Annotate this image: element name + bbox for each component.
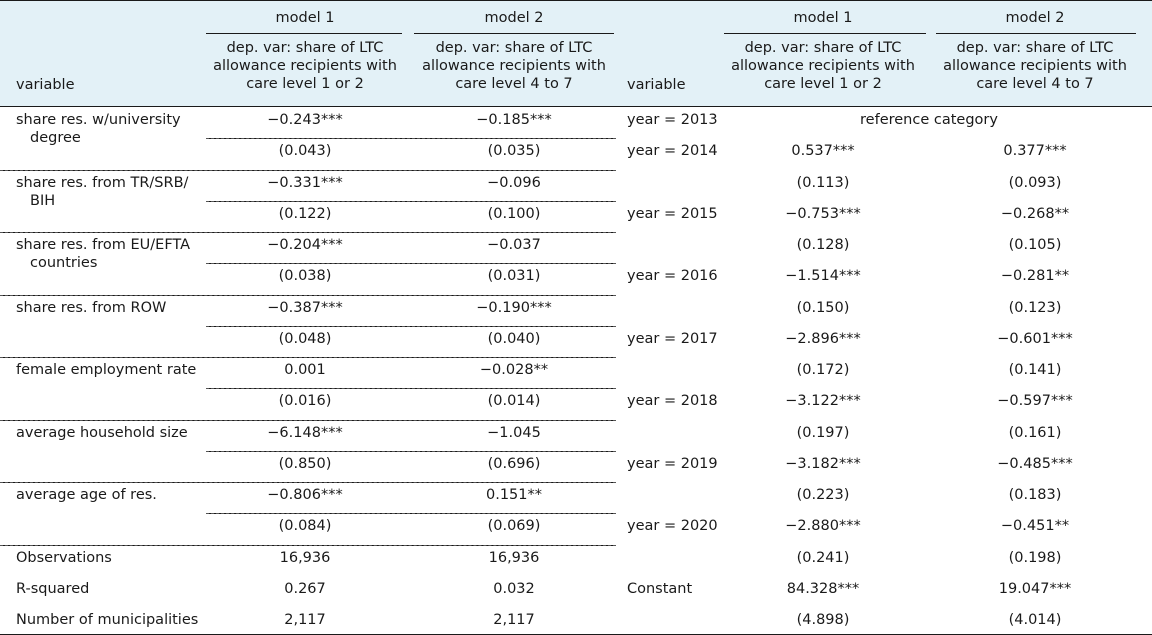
coef-model1: 84.328*** <box>786 581 860 597</box>
depvar1-line: dep. var: share of LTC <box>226 40 384 56</box>
depvar1-left <box>208 39 402 93</box>
se-model1: (0.150) <box>796 300 850 316</box>
coef-model1: 0.001 <box>284 362 326 378</box>
coef-model2: −0.268** <box>1000 206 1070 222</box>
variable-label-line: share res. w/university <box>16 112 181 128</box>
depvar1-line: allowance recipients with <box>731 58 915 74</box>
reference-category: reference category <box>860 112 998 128</box>
coef-model2: −0.485*** <box>997 456 1073 472</box>
se-model1: (0.223) <box>796 487 850 503</box>
coef-model2: −1.045 <box>487 425 541 441</box>
model1-right-label: model 1 <box>793 10 853 26</box>
variable-label-line: countries <box>30 255 98 271</box>
stat-model1: 16,936 <box>279 550 331 566</box>
se-model2: (0.014) <box>487 393 541 409</box>
row-separator <box>206 513 616 514</box>
se-model2: (0.141) <box>1008 362 1062 378</box>
depvar2-line: care level 4 to 7 <box>976 76 1094 92</box>
variable-separator <box>0 295 616 296</box>
stat-label: R-squared <box>16 581 90 597</box>
se-model1: (0.128) <box>796 237 850 253</box>
depvar2-line: allowance recipients with <box>943 58 1127 74</box>
depvar2-line: dep. var: share of LTC <box>956 40 1114 56</box>
coef-model2: −0.037 <box>487 237 541 253</box>
year-label: year = 2020 <box>627 518 718 534</box>
se-model2: (0.105) <box>1008 237 1062 253</box>
depvar2-left <box>414 39 614 93</box>
model2-left-underline <box>414 33 614 34</box>
coef-model2: −0.096 <box>487 175 541 191</box>
row-separator <box>206 326 616 327</box>
variable-separator <box>0 170 616 171</box>
variable-label-line: BIH <box>30 193 56 209</box>
se-model2: (0.123) <box>1008 300 1062 316</box>
depvar1-line: care level 1 or 2 <box>246 76 364 92</box>
se-model2: (0.198) <box>1008 550 1062 566</box>
header-bottom-rule <box>0 106 1152 107</box>
model1-left-label: model 1 <box>275 10 335 26</box>
coef-model2: −0.028** <box>479 362 549 378</box>
coef-model1: −0.806*** <box>267 487 343 503</box>
se-model1: (0.850) <box>278 456 332 472</box>
se-model1: (0.122) <box>278 206 332 222</box>
coef-model1: −0.243*** <box>267 112 343 128</box>
se-model1: (0.043) <box>278 143 332 159</box>
variable-label-line: share res. from TR/SRB/ <box>16 175 189 191</box>
table-top-rule <box>0 0 1152 1</box>
coef-model1: −0.331*** <box>267 175 343 191</box>
coef-model2: 0.377*** <box>1003 143 1067 159</box>
se-model1: (0.241) <box>796 550 850 566</box>
coef-model1: −0.753*** <box>785 206 861 222</box>
coef-model1: 0.537*** <box>791 143 855 159</box>
variable-label-line: degree <box>30 130 81 146</box>
se-model1: (0.113) <box>796 175 850 191</box>
year-2013-label: year = 2013 <box>627 112 718 128</box>
year-label: Constant <box>627 581 693 597</box>
coef-model2: −0.601*** <box>997 331 1073 347</box>
coef-model2: −0.281** <box>1000 268 1070 284</box>
coef-model1: −0.204*** <box>267 237 343 253</box>
se-model2: (0.696) <box>487 456 541 472</box>
year-label: year = 2019 <box>627 456 718 472</box>
se-model2: (4.014) <box>1008 612 1062 628</box>
variable-header-right: variable <box>627 77 686 93</box>
se-model1: (0.172) <box>796 362 850 378</box>
variable-separator <box>0 482 616 483</box>
coef-model1: −0.387*** <box>267 300 343 316</box>
year-label: year = 2016 <box>627 268 718 284</box>
row-separator <box>206 263 616 264</box>
se-model1: (0.084) <box>278 518 332 534</box>
year-label: year = 2014 <box>627 143 718 159</box>
se-model1: (0.038) <box>278 268 332 284</box>
variable-separator <box>0 232 616 233</box>
coef-model2: 19.047*** <box>998 581 1072 597</box>
variable-header-left: variable <box>16 77 75 93</box>
stat-label: Number of municipalities <box>16 612 199 628</box>
variable-separator <box>0 545 616 546</box>
year-label: year = 2015 <box>627 206 718 222</box>
coef-model1: −2.896*** <box>785 331 861 347</box>
variable-label-line: share res. from EU/EFTA <box>16 237 191 253</box>
stat-label: Observations <box>16 550 112 566</box>
se-model2: (0.100) <box>487 206 541 222</box>
se-model2: (0.069) <box>487 518 541 534</box>
se-model2: (0.183) <box>1008 487 1062 503</box>
variable-label-line: share res. from ROW <box>16 300 167 316</box>
row-separator <box>206 138 616 139</box>
variable-label-line: average household size <box>16 425 188 441</box>
coef-model1: −1.514*** <box>785 268 861 284</box>
model1-right-underline <box>724 33 926 34</box>
model2-left-label: model 2 <box>484 10 544 26</box>
model2-right-label: model 2 <box>1005 10 1065 26</box>
se-model1: (4.898) <box>796 612 850 628</box>
coef-model2: −0.185*** <box>476 112 552 128</box>
coef-model1: −3.122*** <box>785 393 861 409</box>
stat-model2: 16,936 <box>488 550 540 566</box>
variable-label-line: average age of res. <box>16 487 157 503</box>
depvar1-line: dep. var: share of LTC <box>744 40 902 56</box>
model1-left-underline <box>206 33 402 34</box>
variable-separator <box>0 420 616 421</box>
stat-model1: 0.267 <box>284 581 326 597</box>
row-separator <box>206 201 616 202</box>
coef-model1: −6.148*** <box>267 425 343 441</box>
depvar2-right <box>934 39 1136 93</box>
coef-model2: −0.451** <box>1000 518 1070 534</box>
se-model2: (0.031) <box>487 268 541 284</box>
depvar1-right <box>722 39 924 93</box>
se-model1: (0.197) <box>796 425 850 441</box>
coef-model2: −0.597*** <box>997 393 1073 409</box>
model2-right-underline <box>936 33 1136 34</box>
stat-model1: 2,117 <box>284 612 326 628</box>
se-model2: (0.035) <box>487 143 541 159</box>
variable-separator <box>0 357 616 358</box>
stat-model2: 0.032 <box>493 581 535 597</box>
row-separator <box>206 451 616 452</box>
coef-model2: −0.190*** <box>476 300 552 316</box>
depvar1-line: care level 1 or 2 <box>764 76 882 92</box>
se-model2: (0.040) <box>487 331 541 347</box>
se-model2: (0.093) <box>1008 175 1062 191</box>
se-model1: (0.048) <box>278 331 332 347</box>
coef-model1: −2.880*** <box>785 518 861 534</box>
row-separator <box>206 388 616 389</box>
depvar2-line: dep. var: share of LTC <box>435 40 593 56</box>
year-label: year = 2017 <box>627 331 718 347</box>
coef-model1: −3.182*** <box>785 456 861 472</box>
depvar1-line: allowance recipients with <box>213 58 397 74</box>
depvar2-line: care level 4 to 7 <box>455 76 573 92</box>
coef-model2: 0.151** <box>485 487 542 503</box>
se-model1: (0.016) <box>278 393 332 409</box>
stat-model2: 2,117 <box>493 612 535 628</box>
depvar2-line: allowance recipients with <box>422 58 606 74</box>
variable-label-line: female employment rate <box>16 362 197 378</box>
se-model2: (0.161) <box>1008 425 1062 441</box>
year-label: year = 2018 <box>627 393 718 409</box>
